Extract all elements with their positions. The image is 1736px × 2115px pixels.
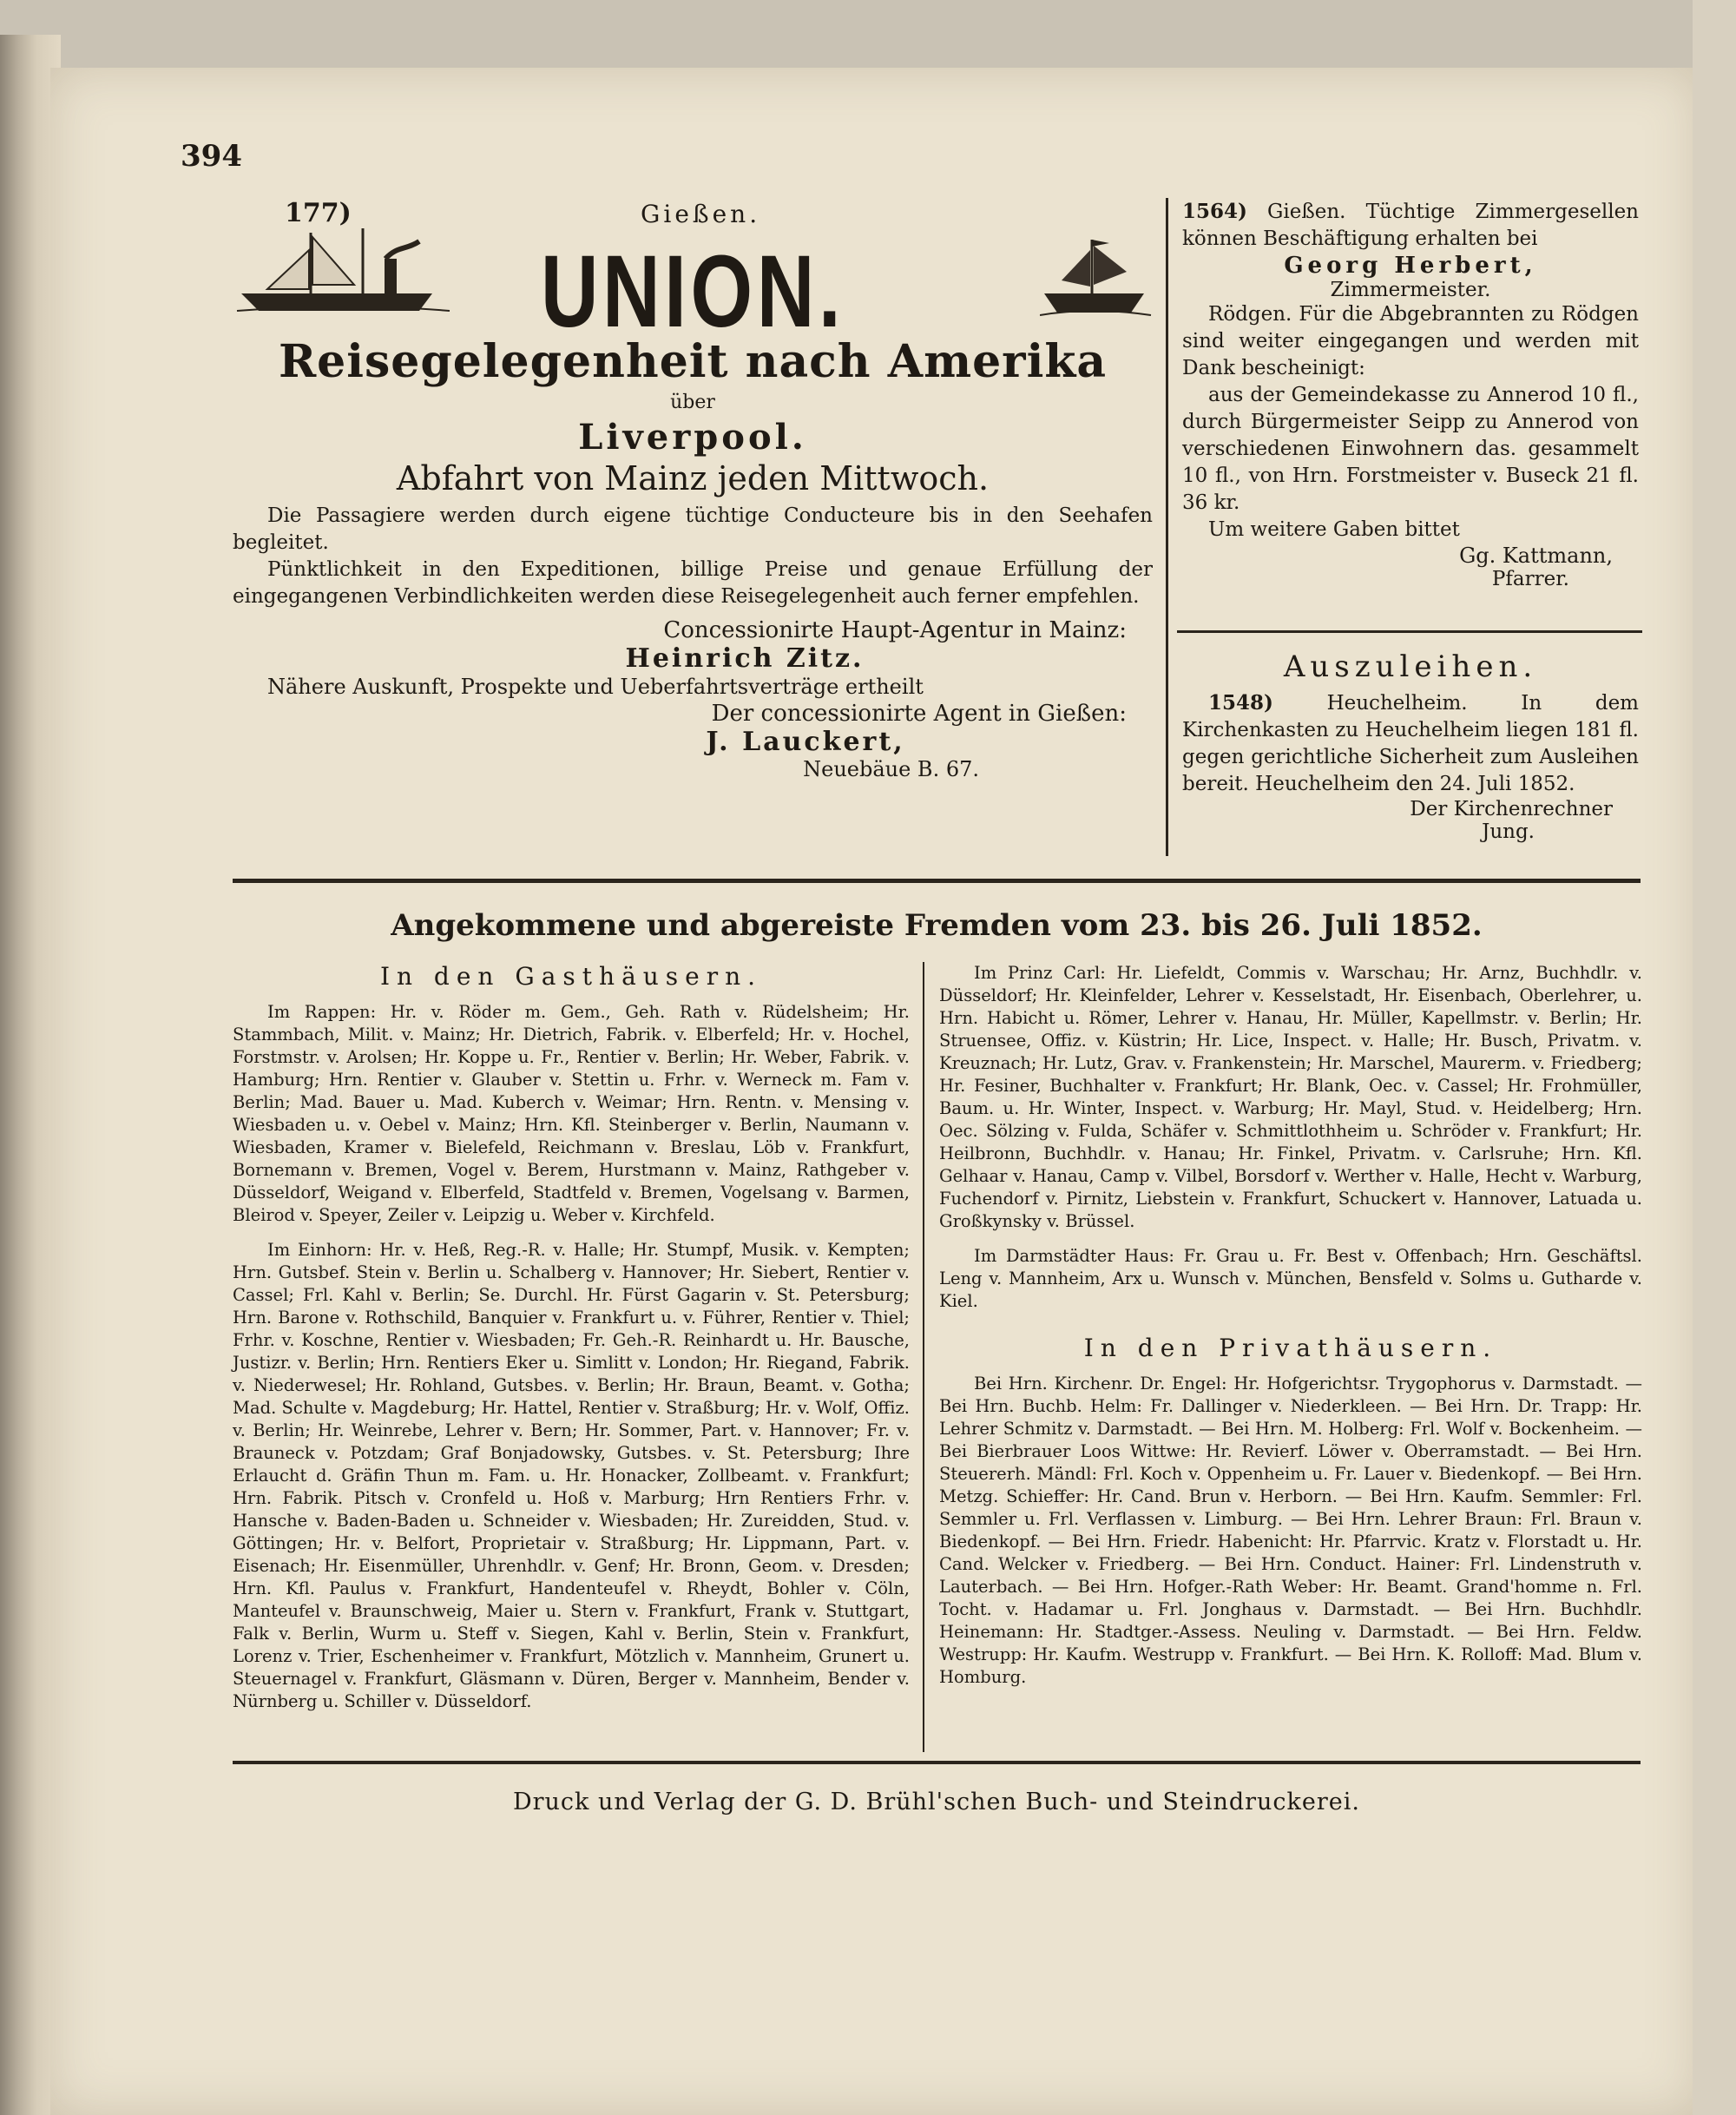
ad-agency: Concessionirte Haupt-Agentur in Mainz: <box>663 617 1127 643</box>
inn-kappen-entry: Im Rappen: Hr. v. Röder m. Gem., Geh. Rath v. Rüdelsheim; Hr. Stammbach, Milit. v. Mainz; Hr. Dietrich, Fabrik. v. Elberfeld; Hr. v. Hochel, Forstmstr. v. Arolsen; Hr. Koppe u. Fr., Rentier v. Berlin; Hr. Weber, Fabrik. v. Hamburg; Hrn. Rentier v. Glauber v. Stettin u. Frhr. v. Werneck m. Fam v. Berlin; Mad. Bauer u. Mad. Kuberch v. Weimar; Hrn. Rentn. v. Mensing v. Wiesbaden u. v. Oebel v. Mainz; Hrn. Kfl. Steinberger v. Berlin, Naumann v. Wiesbaden, Kramer v. Bielefeld, Reichmann v. Breslau, Löb v. Frankfurt, Bornemann v. Bremen, Vogel v. Berem, Hurstmann v. Mainz, Rathgeber v. Düsseldorf, Weigand v. Elberfeld, Stadtfeld v. Bremen, Vogelsang v. Barmen, Bleirod v. Speyer, Zeiler v. Leipzig u. Weber v. Kirchfeld. <box>233 1002 910 1225</box>
loan-text <box>1182 689 1639 798</box>
ad-info: Nähere Auskunft, Prospekte und Ueberfahrtsverträge ertheilt <box>267 675 924 699</box>
loan-notice <box>1182 634 1639 843</box>
printer-imprint: Druck und Verlag der G. D. Brühl'schen Buch- und Steindruckerei. <box>512 1789 1360 1815</box>
ad-agent-name-2: J. Lauckert, <box>706 727 905 757</box>
ad-local-agent: Der concessionirte Agent in Gießen: <box>711 701 1127 727</box>
sailship-icon <box>1040 233 1153 320</box>
strangers-heading: Angekommene und abgereiste Fremden vom 23. bis 26. Juli 1852. <box>391 908 1483 943</box>
notice-signer: Gg. Kattmann, <box>1459 544 1613 568</box>
loan-body: Heuchelheim. In dem Kirchenkasten zu Heuchelheim liegen 181 fl. gegen gerichtliche Sicherheit zum Ausleihen bereit. Heuchelheim den 24. Juli 1852. <box>1182 692 1639 795</box>
footer-rule <box>233 1761 1641 1764</box>
strangers-column-divider <box>923 962 924 1752</box>
inn-prinz-carl-entry: Im Prinz Carl: Hr. Liefeldt, Commis v. Warschau; Hr. Arnz, Buchhdlr. v. Düsseldorf; Hr. Kleinfelder, Lehrer v. Kesselstadt, Hr. Eisenbach, Oberlehrer, u. Hrn. Habicht u. Römer, Lehrer v. Hanau, Hr. Müller, Kapellmstr. v. Berlin; Hr. Struensee, Offiz. v. Küstrin; Hr. Lice, Inspect. v. Halle; Hr. Busch, Privatm. v. Kreuznach; Hr. Lutz, Grav. v. Frankenstein; Hr. Marschel, Maurerm. v. Friedberg; Hr. Fesiner, Buchhalter v. Frankfurt; Hr. Blank, Oec. v. Cassel; Hr. Frohmüller, Baum. u. Hr. Winter, Inspect. v. Warburg; Hr. Mayl, Stud. v. Heidelberg; Hrn. Oec. Sölzing v. Fulda, Schäfer v. Schmittlothheim u. Schröder v. Frankfurt; Hr. Heilbronn, Buchhdlr. v. Hanau; Hr. Finkel, Privatm. v. Carlsruhe; Hrn. Kfl. Gelhaar v. Hanau, Camp v. Vilbel, Borsdorf v. Werther v. Halle, Hecht v. Warburg, Fuchendorf v. Pirnitz, Liebstein v. Frankfurt, Schuckert v. Hannover, Latuada u. Großkynsky v. Brüssel. <box>939 963 1642 1231</box>
notice-role: Zimmermeister. <box>1330 279 1491 301</box>
loan-title: Auszuleihen. <box>1283 649 1538 684</box>
ad-town: Gießen. <box>641 200 761 228</box>
notice-roedgen: Rödgen. Für die Abgebrannten zu Rödgen sind weiter eingegangen und werden mit Dank bescheinigt: <box>1182 303 1639 379</box>
page-edge-strip <box>1693 0 1736 2115</box>
notice-donations: aus der Gemeindekasse zu Annerod 10 fl., durch Bürgermeister Seipp zu Annerod von verschiedenen Einwohnern das. gesammelt 10 fl., von Hrn. Forstmeister v. Buseck 21 fl. 36 kr. <box>1182 384 1639 514</box>
ad-number: 177) <box>285 198 352 228</box>
ad-paragraph-1: Die Passagiere werden durch eigene tüchtige Conducteure bis in den Seehafen begleitet. <box>233 504 1153 554</box>
ad-departure: Abfahrt von Mainz jeden Mittwoch. <box>396 459 990 497</box>
ad-headline: Reisegelegenheit nach Amerika <box>278 335 1108 388</box>
ad-agent-name-1: Heinrich Zitz. <box>625 643 865 674</box>
union-title: UNION. <box>541 234 845 349</box>
private-houses-entry: Bei Hrn. Kirchenr. Dr. Engel: Hr. Hofgerichtsr. Trygophorus v. Darmstadt. — Bei Hrn. Buchb. Helm: Fr. Dallinger v. Niederkleen. — Bei Hrn. Dr. Trapp: Hr. Lehrer Schmitz v. Darmstadt. — Bei Hrn. M. Holberg: Frl. Wolf v. Bockenheim. — Bei Bierbrauer Loos Wittwe: Hr. Revierf. Löwer v. Oberramstadt. — Bei Hrn. Steuererh. Mändl: Frl. Koch v. Oppenheim u. Fr. Lauer v. Biedenkopf. — Bei Hrn. Metzg. Schieffer: Hr. Cand. Brun v. Herborn. — Bei Hrn. Kaufm. Semmler: Frl. Semmler u. Frl. Verflassen v. Limburg. — Bei Hrn. Lehrer Braun: Frl. Braun v. Biedenkopf. — Bei Hrn. Friedr. Habenicht: Hr. Pfarrvic. Kratz v. Florstadt u. Hr. Cand. Welcker v. Friedberg. — Bei Hrn. Conduct. Hainer: Frl. Lindenstruth v. Lauterbach. — Bei Hrn. Hofger.-Rath Weber: Hr. Beamt. Grand'homme n. Frl. Tocht. v. Hadamar u. Frl. Jonghaus v. Darmstadt. — Bei Hrn. Buchhdlr. Heinemann: Hr. Stadtger.-Assess. Neuling v. Darmstadt. — Bei Hrn. Feldw. Westrupp: Hr. Kaufm. Westrupp v. Frankfurt. — Bei Hrn. K. Rolloff: Mad. Blum v. Homburg. <box>939 1374 1642 1687</box>
notice-request: Um weitere Gaben bittet <box>1208 518 1460 541</box>
ad-paragraph-2: Pünktlichkeit in den Expeditionen, billige Preise und genaue Erfüllung der eingegangenen Verbindlichkeiten werden diese Reisegelegenheit auch ferner empfehlen. <box>233 558 1153 608</box>
private-houses-subheading: In den Privathäusern. <box>1083 1334 1498 1362</box>
page-number: 394 <box>181 139 242 174</box>
loan-signer: Der Kirchenrechner <box>1410 798 1613 820</box>
steamship-icon <box>233 224 458 320</box>
inns-subheading: In den Gasthäusern. <box>379 962 763 991</box>
column-divider <box>1166 198 1168 856</box>
notice-text: Gießen. Tüchtige Zimmergesellen können Beschäftigung erhalten bei <box>1182 201 1639 250</box>
notice-signer-role: Pfarrer. <box>1491 568 1569 590</box>
loan-number: 1548) <box>1208 691 1273 715</box>
notice-number: 1564) <box>1182 200 1247 223</box>
notices-column <box>1182 198 1639 590</box>
full-width-rule <box>233 879 1641 883</box>
loan-signer-name: Jung. <box>1482 820 1535 843</box>
notice-1564 <box>1182 198 1639 253</box>
notice-name: Georg Herbert, <box>1284 253 1537 279</box>
inn-einhorn-entry: Im Einhorn: Hr. v. Heß, Reg.-R. v. Halle; Hr. Stumpf, Musik. v. Kempten; Hrn. Gutsbef. Stein v. Berlin u. Schalberg v. Hannover; Hr. Siebert, Rentier v. Cassel; Frl. Kahl v. Berlin; Se. Durchl. Hr. Fürst Gagarin v. St. Petersburg; Hrn. Barone v. Rothschild, Banquier v. Frankfurt u. v. Führer, Rentier v. Thiel; Frhr. v. Koschne, Rentier v. Wiesbaden; Fr. Geh.-R. Reinhardt u. Hr. Bausche, Justizr. v. Berlin; Hrn. Rentiers Eker u. Simlitt v. London; Hr. Riegand, Fabrik. v. Niederwesel; Hr. Rohland, Gutsbes. v. Berlin; Hr. Braun, Beamt. v. Gotha; Mad. Schulte v. Magdeburg; Hr. Hattel, Rentier v. Straßburg; Hr. v. Wolf, Offiz. v. Berlin; Hr. Weinrebe, Lehrer v. Bern; Hr. Sommer, Part. v. Hannover; Fr. v. Brauneck v. Potzdam; Graf Bonjadowsky, Gutsbes. v. St. Petersburg; Ihre Erlaucht d. Gräfin Thun m. Fam. u. Hr. Honacker, Zollbeamt. v. Frankfurt; Hrn. Fabrik. Pitsch v. Cronfeld u. Hoß v. Marburg; Hrn Rentiers Frhr. v. Hansche v. Baden-Baden u. Schneider v. Wiesbaden; Hr. Zureidden, Stud. v. Göttingen; Hr. v. Belfort, Proprietair v. Straßburg; Hr. Lippmann, Part. v. Eisenach; Hr. Eisenmüller, Uhrenhdlr. v. Genf; Hr. Bronn, Geom. v. Dresden; Hrn. Kfl. Paulus v. Frankfurt, Handenteufel v. Rheydt, Bohler v. Cöln, Manteufel v. Braunschweig, Maier u. Stern v. Frankfurt, Frank v. Stuttgart, Falk v. Berlin, Wurm u. Steff v. Siegen, Kahl v. Berlin, Stein v. Frankfurt, Lorenz v. Trier, Eschenheimer v. Frankfurt, Mötzlich v. Mannheim, Grunert u. Steuernagel v. Frankfurt, Gläsmann v. Düren, Berger v. Mannheim, Bender v. Nürnberg u. Schiller v. Düsseldorf. <box>233 1240 910 1711</box>
union-advertisement <box>233 198 1153 781</box>
section-rule <box>1177 630 1642 633</box>
ad-port: Liverpool. <box>578 417 807 458</box>
ad-address: Neuebäue B. 67. <box>803 757 979 781</box>
ad-header <box>233 198 1153 349</box>
strangers-column-right <box>939 962 1642 1701</box>
ad-via: über <box>670 392 715 413</box>
inn-darmstaedter-entry: Im Darmstädter Haus: Fr. Grau u. Fr. Best v. Offenbach; Hrn. Geschäftsl. Leng v. Mannheim, Arx u. Wunsch v. München, Bensfeld v. Solms u. Gutharde v. Kiel. <box>939 1246 1642 1311</box>
strangers-column-left <box>233 962 910 1725</box>
